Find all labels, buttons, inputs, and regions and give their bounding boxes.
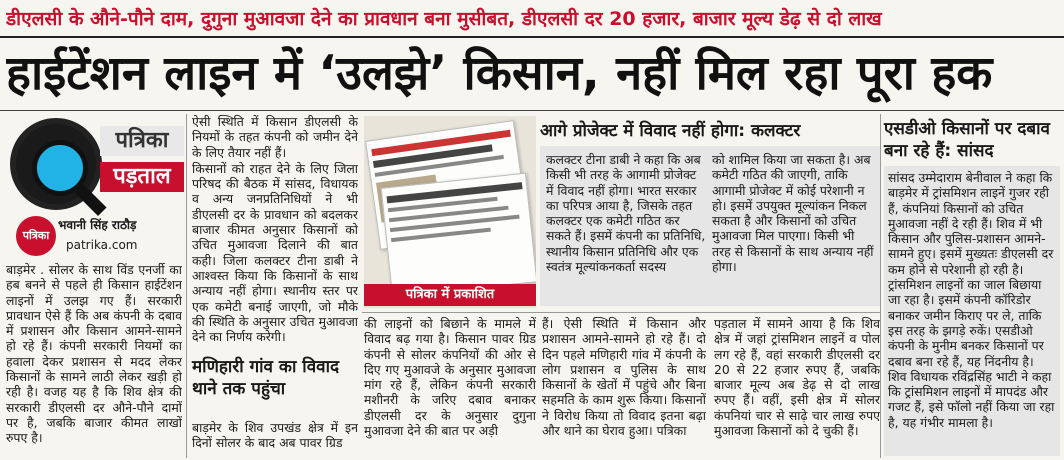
column-1 <box>6 262 182 458</box>
column-3 <box>364 316 536 458</box>
sidebar-text: सांसद उम्मेदाराम बेनीवाल ने कहा कि बाड़मेर में ट्रांसमिशन लाइनें गुजर रही हैं, कंपनियां किसानों को उचित मुआवजा नहीं दे रही हैं। शिव में भी किसान और पुलिस-प्रशासन आमने-सामने हुए। इसमें मुख्यतः डीएलसी दर कम होने से परेशानी हो रही है। ट्रांसमिशन लाइनों का जाल बिछाया जा रहा है। इसमें कंपनी कॉरिडोर बनाकर जमीन किराए पर ले, ताकि इस तरह के झगड़े रुकें। एसडीओ कंपनी के मुनीम बनकर किसानों पर दबाव बना रहे हैं, यह निंदनीय है। शिव विधायक रविंद्रसिंह भाटी ने कहा कि ट्रांसमिशन लाइनों में मापदंड और गजट हैं, इसे फॉलो नहीं किया जा रहा है, यह गंभीर मामला है। <box>888 170 1055 430</box>
col-divider <box>186 114 187 458</box>
collector-box <box>540 146 880 306</box>
top-rule <box>0 36 1064 38</box>
col1-text: बाड़मेर . सोलर के साथ विंड एनर्जी का हब बनने से पहले ही किसान हाईटेंशन लाइनों में उलझ गए हैं। सरकारी प्रावधान ऐसे हैं कि अब कंपनी के दबाव में प्रशासन और किसान आमने-सामने हो रहे हैं। कंपनी सरकारी नियमों का हवाला देकर प्रशासन से मदद लेकर किसानों के सामने लाठी लेकर खड़ी हो रही है। वजह यह है कि शिव क्षेत्र की सरकारी डीएलसी दर औने-पौने दामों पर है, जबकि बाजार कीमत लाखों रुपए है। <box>6 262 182 446</box>
sidebar-title: एसडीओ किसानों पर दबाव बना रहे हैं: सांसद <box>884 119 1050 161</box>
column-5 <box>714 316 880 458</box>
subhead-manihari: मणिहारी गांव का विवाद थाने तक पहुंचा <box>192 357 340 399</box>
brand-padtal: पड़ताल <box>100 162 184 192</box>
patrika-logo: पत्रिका <box>16 216 56 256</box>
col4-text: हैं। ऐसी स्थिति में किसान और प्रशासन आमने-सामने हो रहे हैं। दो दिन पहले मणिहारी गांव में कंपनी के लोग प्रशासन व पुलिस के साथ किसानों के खेतों में पहुंचे और बिना सहमति के काम शुरू किया। किसानों ने विरोध किया तो विवाद इतना बढ़ा और थाने का घेराव हुआ। पत्रिका <box>542 316 706 439</box>
collector-box-right: को शामिल किया जा सकता है। अब कमेटी गठित की जाएगी, ताकि आगामी प्रोजेक्ट में कोई परेशानी न हो। इसमें उपयुक्त मूल्यांकन निकल सकता है और किसानों को उचित मुआवजा मिल पाएगा। किसी भी तरह से किसानों के साथ अन्याय नहीं होगा। <box>712 152 874 275</box>
col2-para-1: ऐसी स्थिति में किसान डीएलसी के नियमों के तहत कंपनी को जमीन देने के लिए तैयार नहीं हैं। <box>192 114 358 160</box>
box-bottom-rule <box>362 312 880 313</box>
column-2 <box>192 114 358 354</box>
column-4 <box>542 316 706 458</box>
kicker-line: डीएलसी के औने-पौने दाम, दुगुना मुआवजा देने का प्रावधान बना मुसीबत, डीएलसी दर 20 हजार, बाजार मूल्य डेढ़ से दो लाख <box>6 8 882 30</box>
sidebar-box <box>884 166 1060 456</box>
collector-box-left: कलक्टर टीना डाबी ने कहा कि अब किसी भी तरह के आगामी प्रोजेक्ट में विवाद नहीं होगा। भारत सरकार का परिपत्र आया है, जिसके तहत कलक्टर एक कमेटी गठित कर सकते हैं। इसमें कंपनी का प्रतिनिधि, स्थानीय किसान प्रतिनिधि और एक स्वतंत्र मूल्यांकनकर्ता सदस्य <box>546 152 706 275</box>
headline-rule <box>0 110 1064 111</box>
brand-patrika: पत्रिका <box>100 126 184 156</box>
author-name: भवानी सिंह राठौड़ <box>58 218 137 232</box>
website-link[interactable]: patrika.com <box>66 238 138 252</box>
column-2-continued <box>192 420 358 458</box>
image-caption: पत्रिका में प्रकाशित <box>364 284 536 306</box>
clipping-page-2 <box>381 173 536 298</box>
headline: हाईटेंशन लाइन में ‘उलझे’ किसान, नहीं मिल रहा पूरा हक <box>6 46 993 101</box>
col2-para-2: किसानों को राहत देने के लिए जिला परिषद की बैठक में सांसद, विधायक व अन्य जनप्रतिनिधियों ने भी डीएलसी दर के प्रावधान को बदलकर बाजार कीमत अनुसार किसानों को उचित मुआवजा दिलाने की बात कही। जिला कलक्टर टीना डाबी ने आश्वस्त किया कि किसानों के साथ अन्याय नहीं होगा। स्थानीय स्तर पर एक कमेटी बनाई जाएगी, जो मौके की स्थिति के अनुसार उचित मुआवजा देने का निर्णय करेगी। <box>192 160 358 345</box>
col5-text: पड़ताल में सामने आया है कि शिव क्षेत्र में जहां ट्रांसमिशन लाइनें व पोल लग रहे हैं, वहां सरकारी डीएलसी दर 20 से 22 हजार रुपए हैं, जबकि बाजार मूल्य अब डेढ़ से दो लाख रुपए हैं। वहीं, इसी क्षेत्र में सोलर कंपनियां चार से साढ़े चार लाख रुपए मुआवजा किसानों को दे चुकी हैं। <box>714 316 880 439</box>
collector-box-title: आगे प्रोजेक्ट में विवाद नहीं होगा: कलक्टर <box>540 121 801 141</box>
newspaper-clipping-image <box>364 116 536 308</box>
col3-text: की लाइनों को बिछाने के मामले में विवाद बढ़ गया है। किसान पावर ग्रिड कंपनी से सोलर कंपनियों की ओर से दिए गए मुआवजे के अनुसार मुआवजा मांग रहे हैं, लेकिन कंपनी सरकारी मशीनरी के जरिए दबाव बनाकर डीएलसी दर के अनुसार दुगुना मुआवजा देने की बात पर अड़ी <box>364 316 536 439</box>
col2-para-3: बाड़मेर के शिव उपखंड क्षेत्र में इन दिनों सोलर के बाद अब पावर ग्रिड <box>192 420 358 451</box>
sidebar-divider <box>880 114 881 458</box>
